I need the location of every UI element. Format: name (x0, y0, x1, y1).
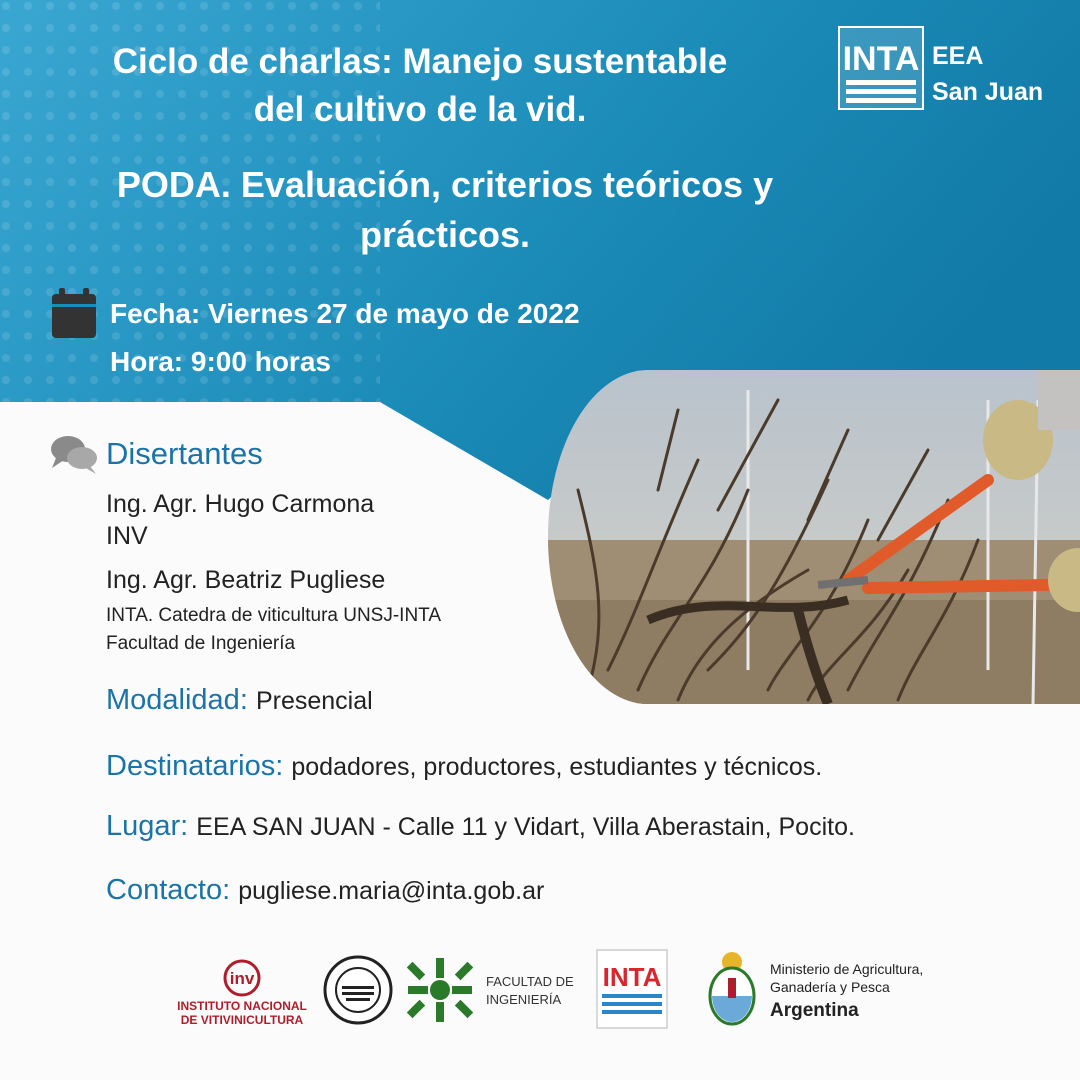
modality-label: Modalidad: (106, 684, 248, 716)
ministry-line-1: Ministerio de Agricultura, (770, 961, 924, 977)
eea-line-2: San Juan (932, 78, 1044, 106)
title-line-2: del cultivo de la vid. (253, 90, 587, 129)
inv-logo (177, 961, 307, 1027)
inta-footer-mark: INTA (602, 962, 662, 992)
talk-title (40, 160, 850, 260)
partner-logos (170, 940, 970, 1040)
contact-row (106, 874, 544, 907)
inta-logo (838, 26, 924, 110)
event-series-title (40, 38, 800, 134)
title-line-1: Ciclo de charlas: Manejo sustentable (112, 42, 728, 81)
speaker-1-name: Ing. Agr. Hugo Carmona (106, 490, 375, 518)
inv-line-1: INSTITUTO NACIONAL (177, 999, 307, 1013)
speaker-1-org: INV (106, 522, 148, 550)
modality-value: Presencial (255, 687, 373, 715)
ministry-line-3: Argentina (770, 1000, 859, 1021)
inv-line-2: DE VITIVINICULTURA (180, 1013, 304, 1027)
location-label: Lugar: (106, 810, 189, 842)
speakers-heading: Disertantes (106, 436, 263, 471)
talk-title-line-1: PODA. Evaluación, criterios teóricos y (116, 164, 774, 205)
audience-label: Destinatarios: (106, 750, 284, 782)
speaker-2-name: Ing. Agr. Beatriz Pugliese (106, 566, 386, 594)
modality-row (106, 684, 373, 717)
audience-value: podadores, productores, estudiantes y técnicos. (291, 753, 823, 781)
talk-title-line-2: prácticos. (359, 214, 531, 255)
event-date: Fecha: Viernes 27 de mayo de 2022 (110, 298, 580, 329)
location-row (106, 810, 855, 843)
contact-label: Contacto: (106, 874, 231, 906)
speaker-1 (106, 488, 374, 552)
fac-line-2: INGENIERÍA (486, 992, 562, 1007)
chat-bubbles-icon (50, 434, 98, 474)
contact-email[interactable]: pugliese.maria@inta.gob.ar (238, 877, 545, 905)
speaker-2-affiliation (106, 602, 441, 658)
eea-line-1: EEA (932, 42, 984, 70)
inta-footer-logo (597, 950, 667, 1028)
event-time: Hora: 9:00 horas (110, 346, 331, 377)
inv-mark: inv (229, 969, 255, 988)
calendar-icon (52, 288, 96, 338)
location-value: EEA SAN JUAN - Calle 11 y Vidart, Villa Aberastain, Pocito. (196, 813, 855, 841)
speaker-2-aff-line-2: Facultad de Ingeniería (106, 633, 296, 654)
ministry-line-2: Ganadería y Pesca (770, 979, 890, 995)
unsj-seal-logo (325, 957, 391, 1023)
fac-line-1: FACULTAD DE (486, 974, 574, 989)
argentina-coat-of-arms (710, 952, 754, 1024)
facultad-ingenieria-logo (407, 958, 574, 1022)
inta-logo-text: INTA (842, 40, 920, 78)
audience-row (106, 750, 822, 783)
eea-label (932, 38, 1043, 110)
speaker-2-aff-line-1: INTA. Catedra de viticultura UNSJ-INTA (106, 605, 442, 626)
vineyard-pruning-photo (548, 370, 1080, 704)
